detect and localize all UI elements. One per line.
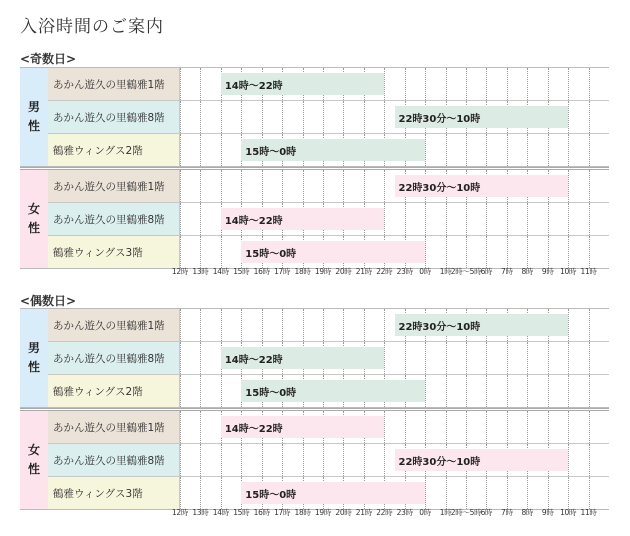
hour-gridline <box>282 101 283 133</box>
bath-time-bar: 14時〜22時 <box>221 73 384 95</box>
hour-gridline <box>466 68 467 100</box>
hour-gridline <box>589 411 590 443</box>
bath-time-bar: 15時〜0時 <box>241 482 425 504</box>
hour-tick-label: 6時 <box>480 508 493 517</box>
hour-gridline <box>446 236 447 268</box>
hour-gridline <box>527 477 528 509</box>
hour-gridline <box>200 375 201 407</box>
hour-gridline <box>241 309 242 341</box>
hour-gridline <box>180 444 181 476</box>
hour-gridline <box>221 101 222 133</box>
gender-char: 性 <box>27 360 40 374</box>
hour-gridline <box>323 101 324 133</box>
bath-label: 鶴雅ウィングス2階 <box>48 134 180 166</box>
time-grid <box>180 342 609 374</box>
hour-gridline <box>589 375 590 407</box>
hour-tick-label: 15時 <box>233 508 250 517</box>
hour-gridline <box>446 477 447 509</box>
hour-gridline <box>303 444 304 476</box>
hour-gridline <box>466 477 467 509</box>
hour-gridline <box>425 411 426 443</box>
hour-gridline <box>527 134 528 166</box>
bath-time-bar: 15時〜0時 <box>241 241 425 263</box>
gender-label-female <box>20 411 48 509</box>
hour-gridline <box>589 342 590 374</box>
hour-gridline <box>405 203 406 235</box>
hour-gridline <box>568 236 569 268</box>
hour-gridline <box>200 203 201 235</box>
hour-gridline <box>200 170 201 202</box>
hour-gridline <box>507 134 508 166</box>
hour-tick-label: 14時 <box>212 267 229 276</box>
bath-time-bar: 15時〜0時 <box>241 380 425 402</box>
hour-gridline <box>384 411 385 443</box>
hour-tick-label: 22時 <box>376 508 393 517</box>
hour-tick-label: 8時 <box>521 267 534 276</box>
bath-time-bar: 22時30分〜10時 <box>395 175 569 197</box>
bath-label: あかん遊久の里鶴雅1階 <box>48 309 180 341</box>
hour-gridline <box>548 134 549 166</box>
hour-gridline <box>466 134 467 166</box>
schedule-row <box>48 134 609 166</box>
hour-gridline <box>466 203 467 235</box>
hour-gridline <box>568 134 569 166</box>
hour-gridline <box>568 411 569 443</box>
hour-tick-label: 22時 <box>376 267 393 276</box>
time-grid <box>180 309 609 341</box>
hour-gridline <box>180 134 181 166</box>
hour-gridline <box>548 411 549 443</box>
hour-gridline <box>262 170 263 202</box>
hour-gridline <box>589 444 590 476</box>
hour-tick-label: 13時 <box>192 508 209 517</box>
hour-gridline <box>425 375 426 407</box>
hour-tick-label: 23時 <box>396 267 413 276</box>
hour-gridline <box>384 444 385 476</box>
page-title: 入浴時間のご案内 <box>20 17 164 37</box>
hour-gridline <box>527 68 528 100</box>
hour-gridline <box>446 68 447 100</box>
bath-label: あかん遊久の里鶴雅8階 <box>48 203 180 235</box>
section-title-odd-days: <奇数日> <box>20 52 77 66</box>
hour-gridline <box>221 375 222 407</box>
hour-gridline <box>548 68 549 100</box>
hour-tick-label: 12時 <box>171 267 189 276</box>
hour-gridline <box>384 101 385 133</box>
hour-gridline <box>466 411 467 443</box>
hour-gridline <box>548 203 549 235</box>
hour-gridline <box>486 203 487 235</box>
schedule-row <box>48 477 609 509</box>
gender-char: 性 <box>27 221 40 235</box>
time-grid <box>180 203 609 235</box>
hour-tick-label: 7時 <box>501 267 513 276</box>
hour-gridline <box>527 236 528 268</box>
time-grid <box>180 68 609 100</box>
hour-gridline <box>241 444 242 476</box>
time-grid <box>180 236 609 268</box>
hour-gridline <box>221 444 222 476</box>
hour-gridline <box>548 477 549 509</box>
hour-tick-label: 7時 <box>501 508 513 517</box>
hour-gridline <box>180 236 181 268</box>
hour-tick-label: 18時 <box>294 508 311 517</box>
time-grid <box>180 375 609 407</box>
hour-gridline <box>384 68 385 100</box>
bath-label: 鶴雅ウィングス3階 <box>48 477 180 509</box>
hour-gridline <box>446 342 447 374</box>
hour-gridline <box>425 342 426 374</box>
hour-gridline <box>507 68 508 100</box>
hour-gridline <box>200 101 201 133</box>
hour-tick-label: 2時〜5時 <box>450 508 482 517</box>
hour-gridline <box>486 134 487 166</box>
hour-gridline <box>180 170 181 202</box>
hour-tick-label: 11時 <box>580 508 597 517</box>
male-group <box>20 308 609 408</box>
hour-gridline <box>568 170 569 202</box>
bath-label: あかん遊久の里鶴雅8階 <box>48 101 180 133</box>
hour-gridline <box>343 309 344 341</box>
schedule-row <box>48 411 609 444</box>
hour-gridline <box>384 203 385 235</box>
hour-gridline <box>282 444 283 476</box>
hour-gridline <box>200 411 201 443</box>
female-group <box>20 167 609 269</box>
schedule-row <box>48 375 609 407</box>
hour-gridline <box>241 101 242 133</box>
hour-gridline <box>343 444 344 476</box>
hour-tick-label: 8時 <box>521 508 534 517</box>
hour-gridline <box>200 342 201 374</box>
hour-gridline <box>180 68 181 100</box>
schedule-row <box>48 342 609 375</box>
hour-gridline <box>303 309 304 341</box>
bath-time-bar: 14時〜22時 <box>221 208 384 230</box>
hour-gridline <box>180 101 181 133</box>
hour-gridline <box>180 342 181 374</box>
hour-gridline <box>323 309 324 341</box>
hour-gridline <box>568 68 569 100</box>
hour-gridline <box>323 444 324 476</box>
hour-gridline <box>221 134 222 166</box>
time-grid <box>180 134 609 166</box>
hour-tick-label: 13時 <box>192 267 209 276</box>
hour-gridline <box>527 375 528 407</box>
hour-gridline <box>527 203 528 235</box>
hour-gridline <box>589 236 590 268</box>
hour-tick-label: 12時 <box>171 508 189 517</box>
schedule-table-even-days <box>20 308 609 510</box>
hour-gridline <box>282 309 283 341</box>
hour-gridline <box>200 477 201 509</box>
hour-tick-label: 0時 <box>419 508 431 517</box>
hour-gridline <box>568 101 569 133</box>
hour-gridline <box>548 342 549 374</box>
schedule-row <box>48 309 609 342</box>
hour-gridline <box>507 203 508 235</box>
hour-gridline <box>507 375 508 407</box>
time-grid <box>180 444 609 476</box>
hour-tick-label: 6時 <box>480 267 493 276</box>
hour-gridline <box>200 444 201 476</box>
schedule-row <box>48 203 609 236</box>
hour-gridline <box>589 68 590 100</box>
gender-label-female <box>20 170 48 268</box>
hour-gridline <box>486 477 487 509</box>
hour-gridline <box>364 309 365 341</box>
gender-char: 男 <box>27 100 40 114</box>
hour-gridline <box>180 309 181 341</box>
hour-tick-label: 21時 <box>355 508 372 517</box>
hour-gridline <box>425 203 426 235</box>
hour-gridline <box>384 170 385 202</box>
hour-axis <box>171 507 609 519</box>
hour-tick-label: 18時 <box>294 267 311 276</box>
hour-gridline <box>200 134 201 166</box>
hour-gridline <box>200 236 201 268</box>
hour-gridline <box>507 411 508 443</box>
hour-gridline <box>282 170 283 202</box>
hour-gridline <box>589 203 590 235</box>
time-grid <box>180 477 609 509</box>
hour-tick-label: 10時 <box>560 267 577 276</box>
hour-gridline <box>425 68 426 100</box>
section-title-even-days: <偶数日> <box>20 294 77 308</box>
hour-gridline <box>507 342 508 374</box>
hour-gridline <box>568 309 569 341</box>
schedule-row <box>48 101 609 134</box>
hour-gridline <box>486 411 487 443</box>
hour-gridline <box>548 236 549 268</box>
hour-gridline <box>486 236 487 268</box>
hour-gridline <box>221 477 222 509</box>
gender-char: 性 <box>27 462 40 476</box>
bath-time-bar: 22時30分〜10時 <box>395 314 569 336</box>
hour-gridline <box>568 375 569 407</box>
schedule-row <box>48 170 609 203</box>
hour-gridline <box>446 411 447 443</box>
hour-gridline <box>180 375 181 407</box>
time-grid <box>180 411 609 443</box>
bath-label: あかん遊久の里鶴雅1階 <box>48 68 180 100</box>
hour-gridline <box>405 68 406 100</box>
gender-label-male <box>20 309 48 407</box>
hour-gridline <box>262 101 263 133</box>
hour-gridline <box>527 342 528 374</box>
hour-gridline <box>466 375 467 407</box>
hour-tick-label: 19時 <box>314 508 332 517</box>
gender-char: 男 <box>27 341 40 355</box>
hour-tick-label: 2時〜5時 <box>450 267 482 276</box>
female-group <box>20 408 609 510</box>
hour-gridline <box>200 309 201 341</box>
hour-gridline <box>241 170 242 202</box>
hour-tick-label: 16時 <box>253 508 270 517</box>
hour-gridline <box>405 342 406 374</box>
hour-tick-label: 19時 <box>314 267 332 276</box>
hour-gridline <box>446 203 447 235</box>
hour-gridline <box>466 342 467 374</box>
schedule-table-odd-days <box>20 67 609 269</box>
hour-gridline <box>589 309 590 341</box>
hour-gridline <box>568 203 569 235</box>
hour-gridline <box>384 342 385 374</box>
schedule-row <box>48 236 609 268</box>
hour-tick-label: 15時 <box>233 267 250 276</box>
hour-gridline <box>180 411 181 443</box>
bath-time-bar: 22時30分〜10時 <box>395 449 569 471</box>
hour-gridline <box>221 170 222 202</box>
hour-gridline <box>527 411 528 443</box>
hour-gridline <box>568 342 569 374</box>
hour-gridline <box>446 375 447 407</box>
hour-tick-label: 9時 <box>541 267 554 276</box>
schedule-row <box>48 68 609 101</box>
hour-gridline <box>200 68 201 100</box>
hour-gridline <box>364 170 365 202</box>
bath-label: あかん遊久の里鶴雅8階 <box>48 342 180 374</box>
male-group <box>20 67 609 167</box>
time-grid <box>180 170 609 202</box>
bath-time-bar: 14時〜22時 <box>221 347 384 369</box>
hour-gridline <box>262 444 263 476</box>
hour-tick-label: 9時 <box>541 508 554 517</box>
hour-gridline <box>507 477 508 509</box>
bath-label: あかん遊久の里鶴雅1階 <box>48 411 180 443</box>
hour-tick-label: 10時 <box>560 508 577 517</box>
hour-tick-label: 17時 <box>274 508 291 517</box>
hour-gridline <box>466 236 467 268</box>
bath-label: 鶴雅ウィングス3階 <box>48 236 180 268</box>
bath-time-bar: 14時〜22時 <box>221 416 384 438</box>
hour-gridline <box>180 477 181 509</box>
hour-gridline <box>364 444 365 476</box>
bath-label: あかん遊久の里鶴雅8階 <box>48 444 180 476</box>
hour-gridline <box>425 236 426 268</box>
hour-tick-label: 21時 <box>355 267 372 276</box>
hour-gridline <box>323 170 324 202</box>
hour-gridline <box>486 375 487 407</box>
hour-tick-label: 11時 <box>580 267 597 276</box>
hour-gridline <box>303 101 304 133</box>
bath-time-bar: 22時30分〜10時 <box>395 106 569 128</box>
gender-char: 女 <box>27 443 40 457</box>
gender-char: 女 <box>27 202 40 216</box>
hour-gridline <box>221 309 222 341</box>
time-grid <box>180 101 609 133</box>
hour-gridline <box>384 309 385 341</box>
gender-label-male <box>20 68 48 166</box>
hour-gridline <box>507 236 508 268</box>
hour-tick-label: 1時 <box>439 508 452 517</box>
hour-tick-label: 0時 <box>419 267 431 276</box>
hour-gridline <box>486 68 487 100</box>
hour-axis <box>171 266 609 278</box>
hour-gridline <box>262 309 263 341</box>
hour-gridline <box>425 477 426 509</box>
hour-gridline <box>589 134 590 166</box>
hour-gridline <box>568 477 569 509</box>
hour-tick-label: 16時 <box>253 267 270 276</box>
hour-tick-label: 1時 <box>439 267 452 276</box>
hour-gridline <box>343 170 344 202</box>
hour-tick-label: 23時 <box>396 508 413 517</box>
hour-gridline <box>405 411 406 443</box>
hour-gridline <box>589 170 590 202</box>
hour-gridline <box>568 444 569 476</box>
hour-gridline <box>425 134 426 166</box>
bath-label: 鶴雅ウィングス2階 <box>48 375 180 407</box>
hour-gridline <box>548 375 549 407</box>
schedule-row <box>48 444 609 477</box>
hour-tick-label: 20時 <box>335 267 352 276</box>
gender-char: 性 <box>27 119 40 133</box>
hour-gridline <box>486 342 487 374</box>
hour-gridline <box>221 236 222 268</box>
hour-gridline <box>589 477 590 509</box>
hour-gridline <box>589 101 590 133</box>
hour-tick-label: 14時 <box>212 508 229 517</box>
hour-gridline <box>446 134 447 166</box>
hour-gridline <box>364 101 365 133</box>
hour-gridline <box>180 203 181 235</box>
hour-tick-label: 20時 <box>335 508 352 517</box>
hour-tick-label: 17時 <box>274 267 291 276</box>
hour-gridline <box>343 101 344 133</box>
bath-time-bar: 15時〜0時 <box>241 139 425 161</box>
bath-label: あかん遊久の里鶴雅1階 <box>48 170 180 202</box>
hour-gridline <box>303 170 304 202</box>
